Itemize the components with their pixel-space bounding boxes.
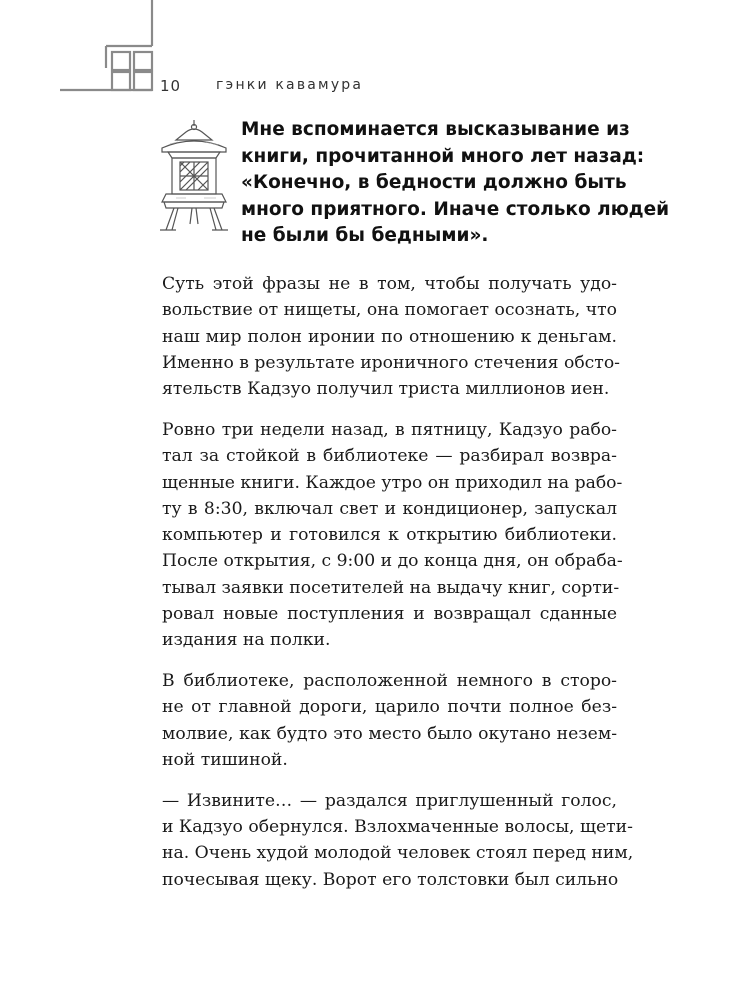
running-head: гэнки кавамура bbox=[216, 77, 364, 93]
text-line: тывал заявки посетителей на выдачу книг, сорти- bbox=[162, 577, 620, 598]
paragraph bbox=[162, 417, 623, 654]
text-line: наш мир полон иронии по отношению к деньгам. bbox=[162, 326, 617, 347]
text-line: ровал новые поступления и возвращал сданные bbox=[162, 604, 617, 625]
epigraph-line: «Конечно, в бедности должно быть bbox=[241, 172, 627, 193]
text-line: на. Очень худой молодой человек стоял перед ним, bbox=[162, 843, 634, 864]
paragraph bbox=[162, 271, 620, 402]
body-text bbox=[162, 271, 634, 908]
text-line: Ровно три недели назад, в пятницу, Кадзуо рабо- bbox=[162, 419, 617, 440]
epigraph-line: Мне вспоминается высказывание из bbox=[241, 119, 630, 140]
text-line: Именно в результате ироничного стечения обсто- bbox=[162, 352, 620, 373]
stone-lantern-icon bbox=[156, 118, 232, 236]
text-line: щенные книги. Каждое утро он приходил на рабо- bbox=[162, 472, 623, 493]
text-line: вольствие от нищеты, она помогает осознать, что bbox=[162, 300, 617, 321]
epigraph-line: много приятного. Иначе столько людей bbox=[241, 198, 670, 220]
text-line: ятельств Кадзуо получил триста миллионов иен. bbox=[162, 379, 610, 400]
paragraph bbox=[162, 668, 617, 773]
text-line: почесывая щеку. Ворот его толстовки был сильно bbox=[162, 869, 619, 890]
epigraph-line: не были бы бедными». bbox=[241, 225, 489, 246]
text-line: и Кадзуо обернулся. Взлохмаченные волосы, щети- bbox=[162, 817, 633, 838]
text-line: — Извините… — раздался приглушенный голос, bbox=[162, 790, 617, 811]
epigraph bbox=[241, 117, 670, 250]
text-line: В библиотеке, расположенной немного в сторо- bbox=[162, 671, 617, 692]
text-line: ной тишиной. bbox=[162, 750, 288, 771]
text-line: Суть этой фразы не в том, чтобы получать удо- bbox=[162, 274, 617, 294]
page-number: 10 bbox=[160, 77, 182, 95]
text-line: не от главной дороги, царило почти полное без- bbox=[162, 697, 617, 718]
text-line: тал за стойкой в библиотеке — разбирал возвра- bbox=[162, 446, 617, 467]
text-line: издания на полки. bbox=[162, 630, 331, 651]
text-line: После открытия, с 9:00 и до конца дня, он обраба- bbox=[162, 551, 623, 572]
text-line: молвие, как будто это место было окутано незем- bbox=[162, 723, 617, 744]
epigraph-line: книги, прочитанной много лет назад: bbox=[241, 145, 645, 167]
paragraph bbox=[162, 788, 634, 893]
text-line: ту в 8:30, включал свет и кондиционер, запускал bbox=[162, 498, 617, 519]
corner-ornament-icon bbox=[0, 0, 160, 100]
text-line: компьютер и готовился к открытию библиотеки. bbox=[162, 525, 617, 546]
